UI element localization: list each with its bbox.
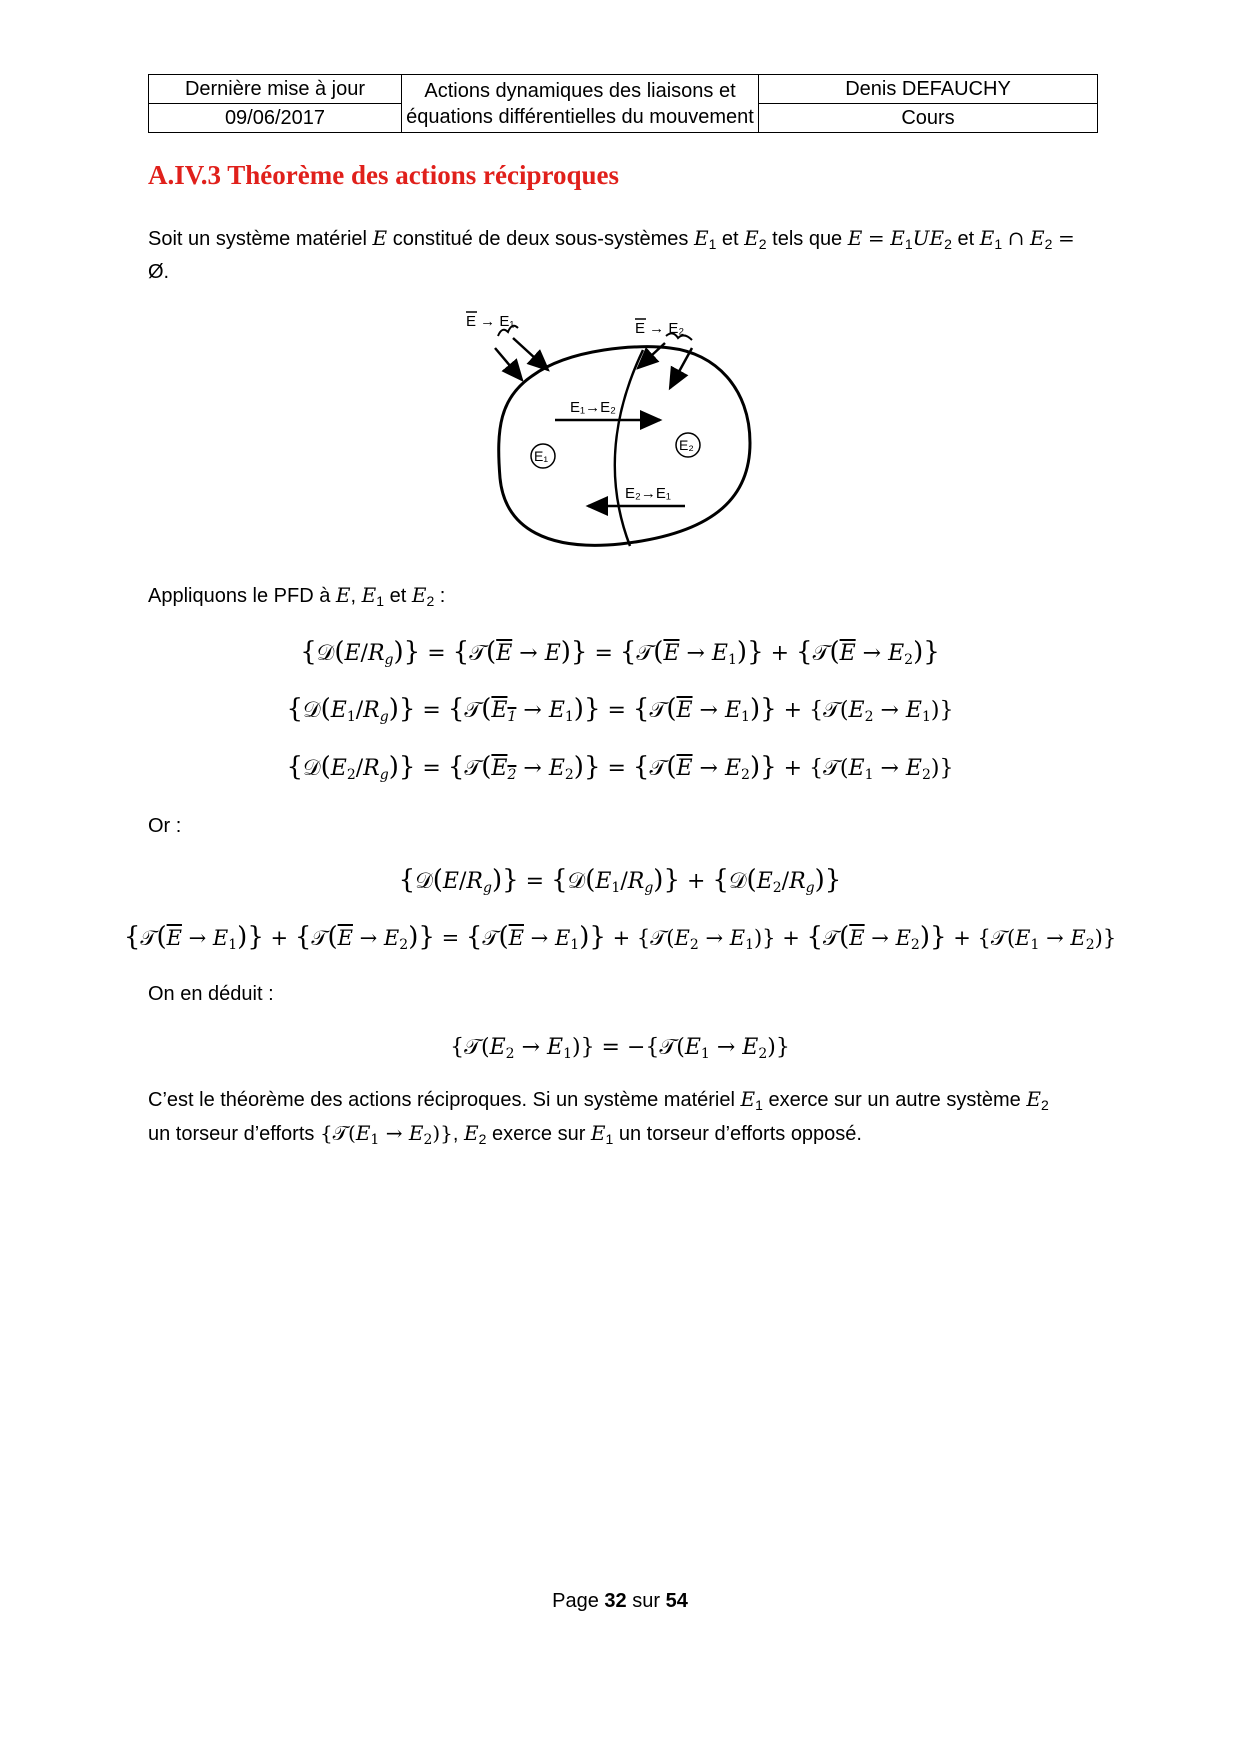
label-ext-to-e2: E → E₂: [635, 320, 685, 337]
label-ext-to-e1: E → E₁: [466, 313, 515, 330]
label-e2: E₂: [679, 437, 694, 453]
equation-pfd-e2: $\{𝒟(E_2/R_g)\}$ = $\{𝒯(E_2 \to E_2)\}$ = $\{𝒯(\overline{E} \to E_2)\}$ + $\{𝒯(E_1 \to E_2)\}$: [286, 752, 954, 783]
conclusion-paragraph: C’est le théorème des actions réciproques. Si un système matériel $E_1$ exerce sur un autre système $E_2$ un torseur d’efforts $\{𝒯(E_1 \to E_2)\}$, $E_2$ exerce sur $E_1$ un torseur d’efforts opposé.: [148, 1087, 1049, 1148]
equation-pfd-e: $\{𝒟(E/R_g)\}$ = $\{𝒯(\overline{E} \to E)\}$ = $\{𝒯(\overline{E} \to E_1)\}$ + $\{𝒯(\overline{E} \to E_2)\}$: [300, 637, 940, 668]
equation-reciprocal: $\{𝒯(E_2 \to E_1)\}$ = $-\{𝒯(E_1 \to E_2)\}$: [450, 1035, 790, 1062]
document-title: [402, 75, 759, 133]
page-total: 54: [665, 1590, 688, 1612]
separation-line: [615, 350, 643, 546]
document-title-line1: Actions dynamiques des liaisons et: [424, 79, 736, 102]
label-e2-to-e1: E₂→E₁: [625, 485, 671, 502]
update-date: 09/06/2017: [149, 104, 402, 133]
intro-paragraph: Soit un système matériel E constitué de deux sous-systèmes $E_1$ et $E_2$ tels que $E = E_1UE_2$ et $E_1$ ∩ $E_2$ = Ø.: [148, 226, 1075, 283]
section-title: A.IV.3 Théorème des actions réciproques: [148, 160, 619, 190]
page-number: 32: [604, 1590, 627, 1612]
equation-dynamic-sum: $\{𝒟(E/R_g)\}$ = $\{𝒟(E_1/R_g)\}$ + $\{𝒟(E_2/R_g)\}$: [398, 865, 842, 896]
document-title-line2: équations différentielles du mouvement: [406, 105, 754, 128]
last-update-label: Dernière mise à jour: [149, 75, 402, 104]
label-e1: E₁: [534, 448, 549, 464]
page-footer: Page 32 sur 54: [552, 1590, 688, 1612]
arrow-ext-to-e2-b: [670, 348, 692, 388]
pfd-intro: Appliquons le PFD à E, $E_1$ et $E_2$ :: [148, 583, 446, 609]
document-type: Cours: [759, 104, 1098, 133]
arrow-ext-to-e1-a: [495, 348, 522, 380]
author: Denis DEFAUCHY: [759, 75, 1098, 104]
arrow-ext-to-e1-b: [513, 338, 548, 370]
reciprocal-actions-figure: [460, 308, 780, 553]
label-e1-to-e2: E₁→E₂: [570, 399, 616, 416]
equation-pfd-e1: $\{𝒟(E_1/R_g)\}$ = $\{𝒯(E_1 \to E_1)\}$ = $\{𝒯(\overline{E} \to E_1)\}$ + $\{𝒯(E_2 \to E_1)\}$: [286, 694, 954, 725]
header-table: [148, 74, 1098, 133]
equation-torsor-sum: $\{𝒯(\overline{E} \to E_1)\}$ + $\{𝒯(\overline{E} \to E_2)\}$ = $\{𝒯(\overline{E} \to E_1)\}$ + $\{𝒯(E_2 \to E_1)\}$ + $\{𝒯(\overline{E} \to E_2)\}$ + $\{𝒯(E_1 \to E_2)\}$: [123, 922, 1117, 953]
deduce-label: On en déduit :: [148, 983, 274, 1005]
or-label: Or :: [148, 815, 182, 837]
